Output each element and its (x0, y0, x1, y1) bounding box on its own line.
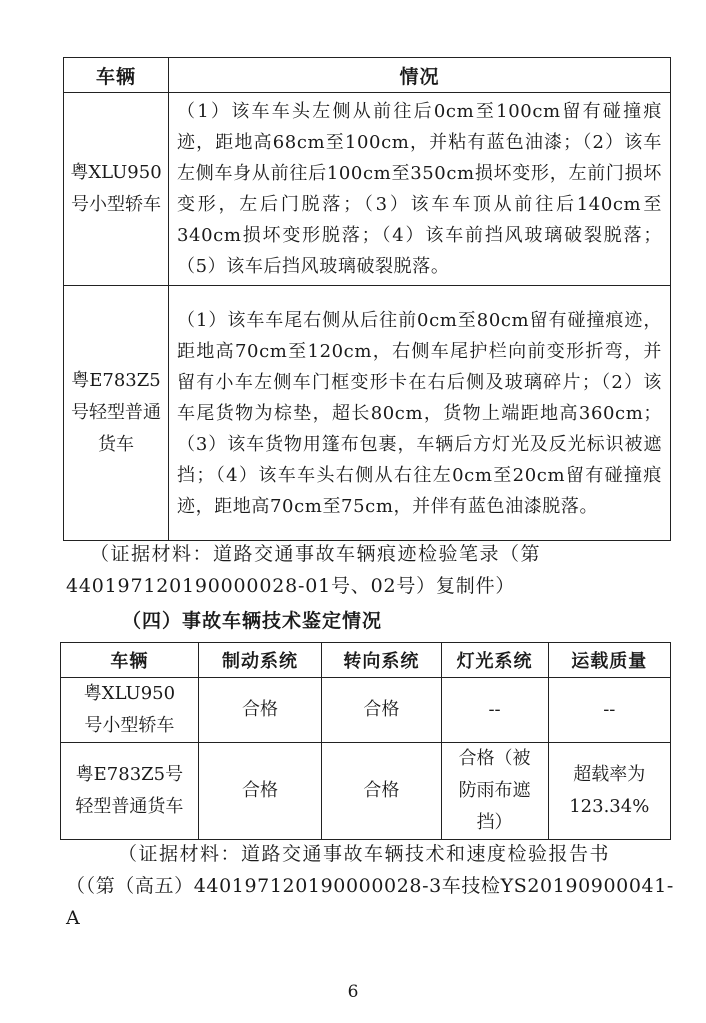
steering-cell: 合格 (322, 743, 441, 840)
table-row (61, 678, 671, 743)
table-row (64, 93, 671, 286)
header-steering: 转向系统 (322, 643, 441, 678)
header-situation: 情况 (169, 58, 671, 93)
evidence-note (66, 538, 680, 602)
lighting-cell: 合格（被防雨布遮挡） (441, 743, 548, 840)
header-vehicle: 车辆 (61, 643, 199, 678)
evidence-line: （证据材料：道路交通事故车辆技术和速度检验报告书 (118, 843, 611, 865)
brake-cell: 合格 (198, 678, 321, 743)
lighting-cell: -- (441, 678, 548, 743)
evidence-line: 440197120190000028-01号、02号）复制件） (66, 575, 516, 597)
vehicle-name-cell: 粤XLU950号小型轿车 (64, 93, 169, 286)
page-number: 6 (347, 982, 359, 1002)
vehicle-inspection-table (60, 642, 671, 840)
situation-cell: （1）该车车尾右侧从后往前0cm至80cm留有碰撞痕迹，距地高70cm至120cm，右侧车尾护栏向前变形折弯，并留有小车左侧车门框变形卡在右后侧及玻璃碎片；（2）该车尾货物为棕垫，超长80cm，货物上端距地高360cm；（3）该车货物用篷布包裹，车辆后方灯光及反光标识被遮挡；（4）该车车头右侧从右往左0cm至20cm留有碰撞痕迹，距地高70cm至75cm，并伴有蓝色油漆脱落。 (169, 286, 671, 541)
vehicle-name-cell: 粤E783Z5号轻型普通货车 (61, 743, 199, 840)
evidence-line: （证据材料：道路交通事故车辆痕迹检验笔录（第 (90, 543, 542, 565)
load-cell: 超载率为123.34% (548, 743, 670, 840)
table-row (64, 286, 671, 541)
evidence-line: （（第（高五）440197120190000028-3车技检YS20190900041-A (66, 875, 674, 929)
header-load: 运载质量 (548, 643, 670, 678)
vehicle-trace-table (63, 57, 671, 541)
vehicle-name-cell: 粤E783Z5号轻型普通货车 (64, 286, 169, 541)
header-vehicle: 车辆 (64, 58, 169, 93)
header-brake: 制动系统 (198, 643, 321, 678)
brake-cell: 合格 (198, 743, 321, 840)
header-lighting: 灯光系统 (441, 643, 548, 678)
table-header-row (64, 58, 671, 93)
section-title: （四）事故车辆技术鉴定情况 (122, 610, 383, 632)
vehicle-name-cell: 粤XLU950号小型轿车 (61, 678, 199, 743)
evidence-note (66, 838, 688, 934)
table-header-row (61, 643, 671, 678)
situation-cell: （1）该车车头左侧从前往后0cm至100cm留有碰撞痕迹，距地高68cm至100cm，并粘有蓝色油漆；（2）该车左侧车身从前往后100cm至350cm损坏变形，左前门损坏变形，左后门脱落；（3）该车车顶从前往后140cm至340cm损坏变形脱落；（4）该车前挡风玻璃破裂脱落；（5）该车后挡风玻璃破裂脱落。 (169, 93, 671, 286)
steering-cell: 合格 (322, 678, 441, 743)
load-cell: -- (548, 678, 670, 743)
table-row (61, 743, 671, 840)
